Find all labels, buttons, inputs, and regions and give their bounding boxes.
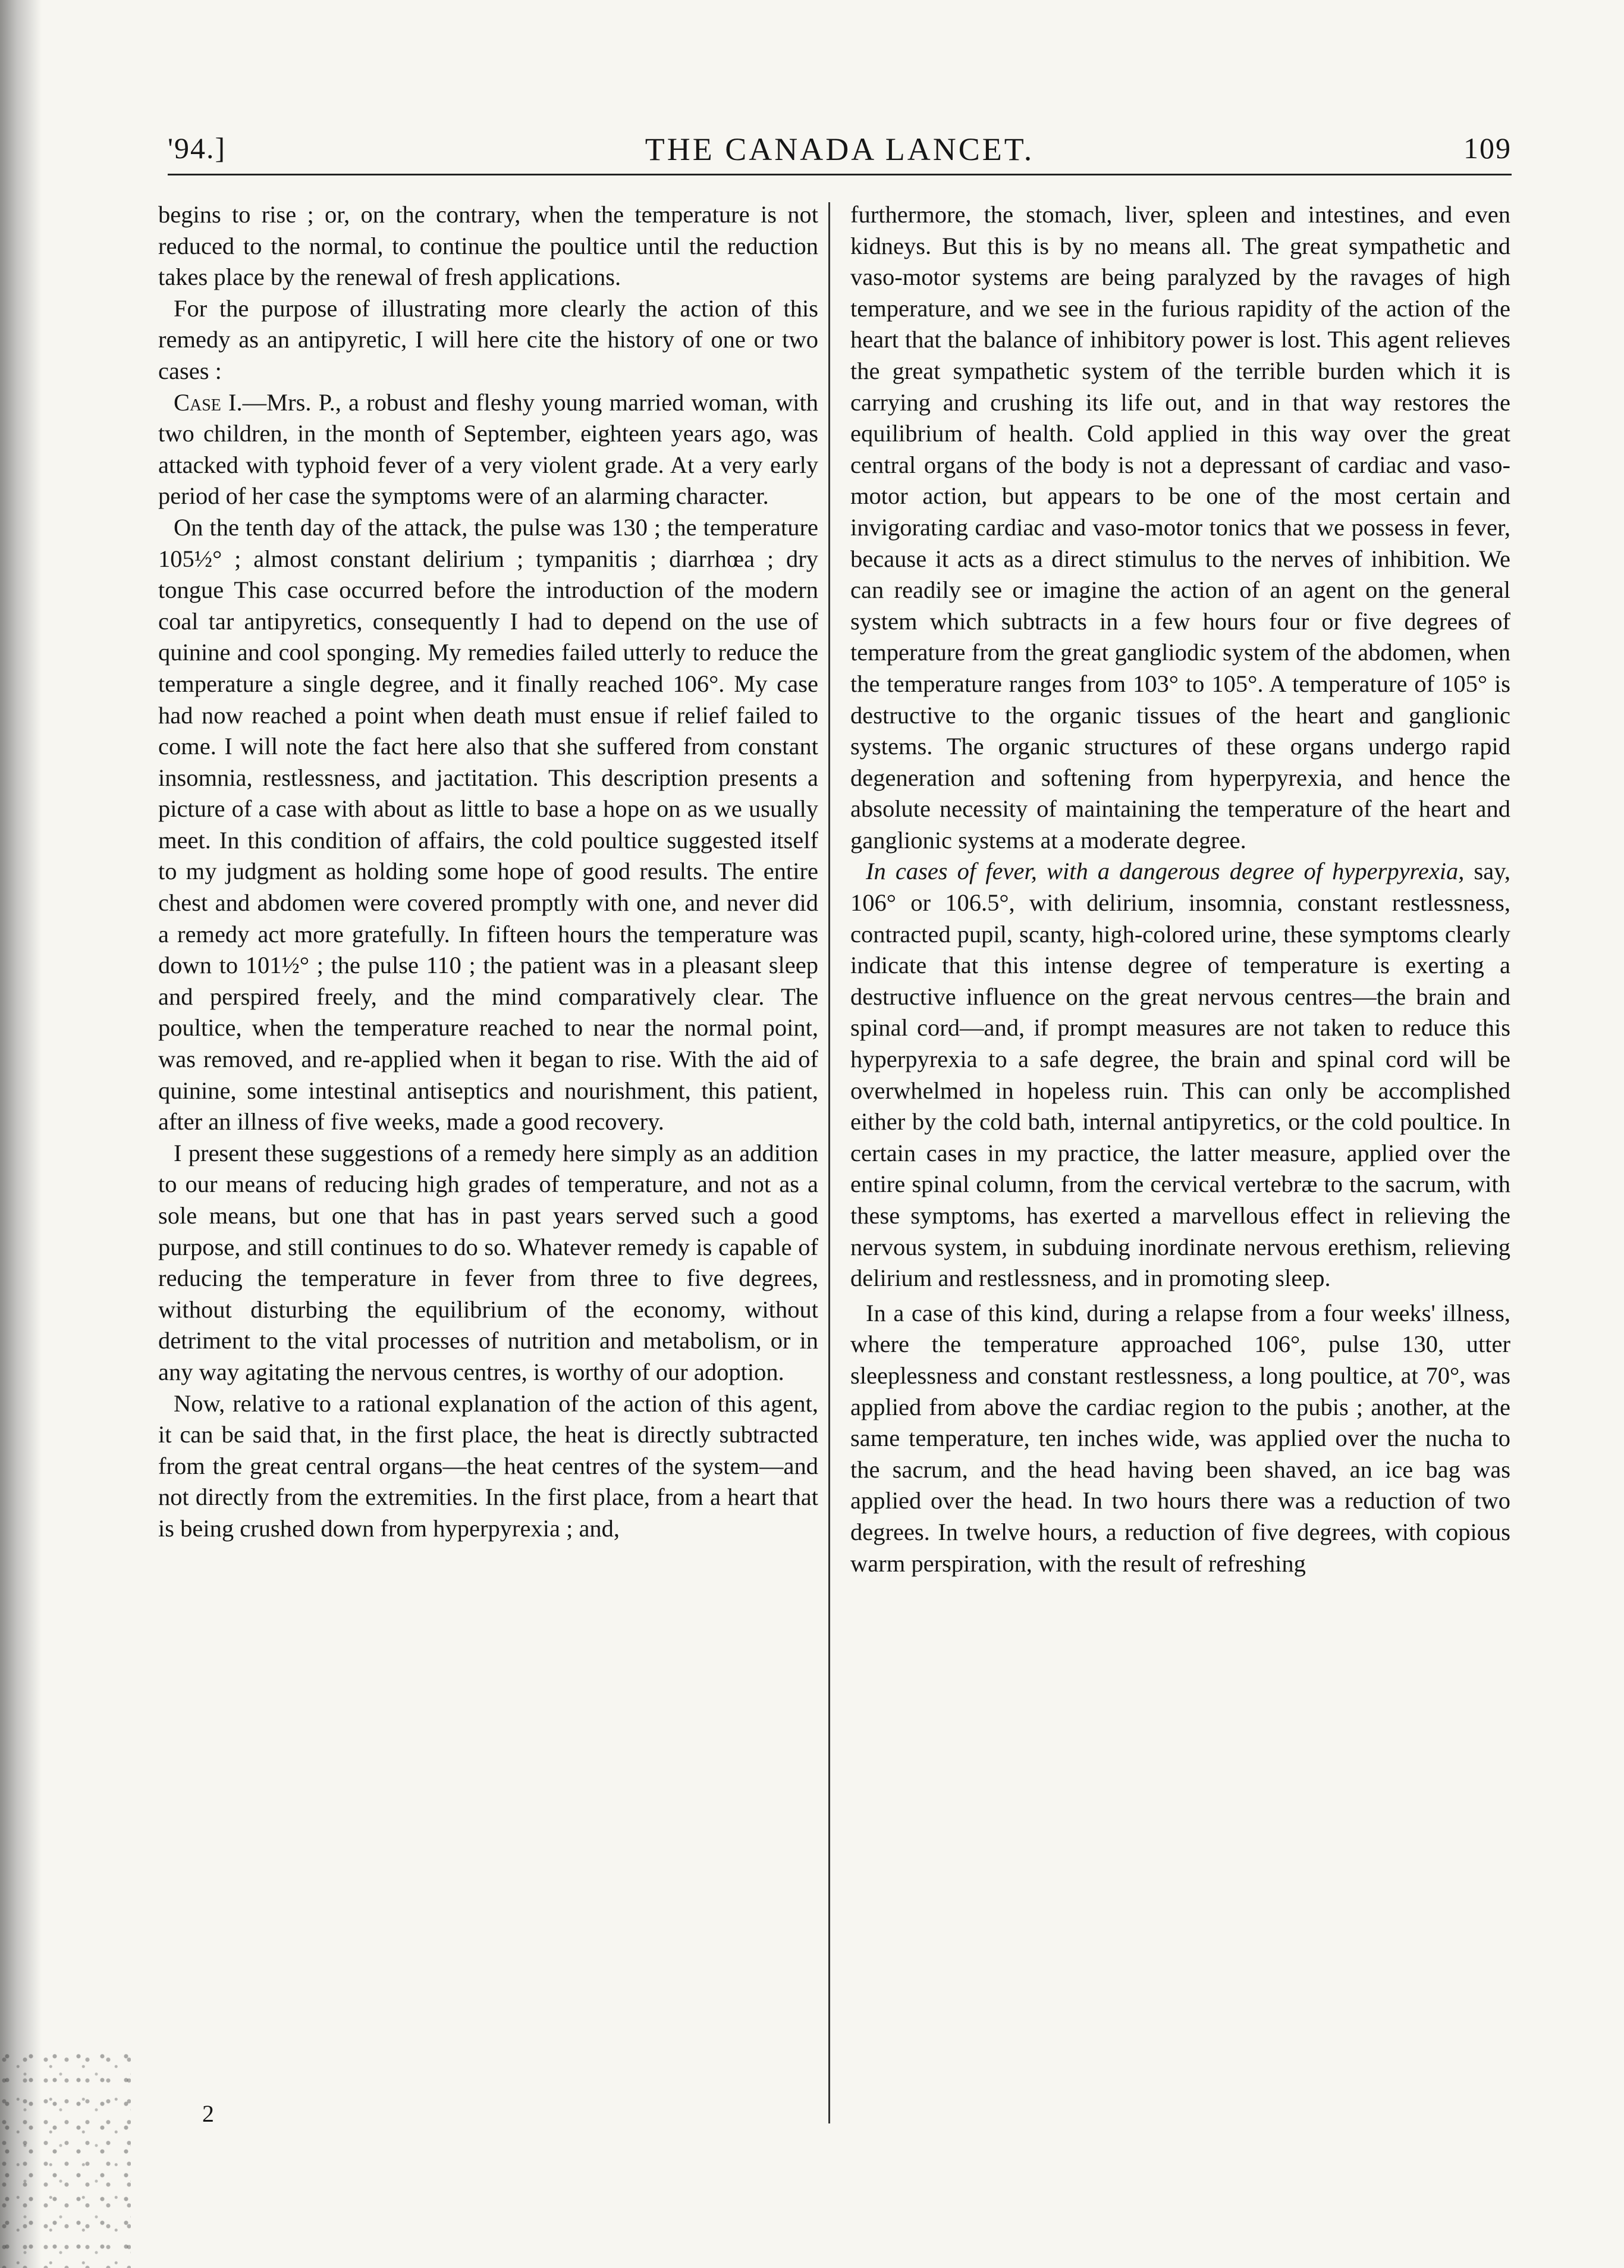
paragraph: Now, relative to a rational explanation of the action of this agent, it can be said that, in the first place, the heat is directly subtracted from the great central organs—the heat centres of the system—and not directly from the extremities. In the first place, from a heart that is being crushed down from hyperpyrexia ; and, (158, 1389, 818, 1542)
case-paragraph (158, 387, 818, 512)
paragraph: I present these suggestions of a remedy here simply as an addition to our means of reducing high grades of temperature, and not as a sole means, but one that has in past years served such a good purpose, and still continues to do so. Whatever remedy is capable of reducing the temperature in fever from three to five degrees, without disturbing the equilibrium of the economy, without detriment to the vital processes of nutrition and metabolism, or in any way agitating the nervous centres, is worthy of our adoption. (158, 1139, 818, 1385)
paragraph: furthermore, the stomach, liver, spleen and intestines, and even kidneys. But this is by no means all. The great sympathetic and vaso-motor systems are being paralyzed by the ravages of high temperature, and we see in the furious rapidity of the action of the heart that the balance of inhibitory power is lost. This agent relieves the great sympathetic system of the terrible burden which it is carrying and crushing its life out, and in that way restores the equilibrium of health. Cold applied in this way over the great central organs of the body is not a depressant of cardiac and vaso-motor action, but appears to be one of the most certain and invigorating cardiac and vaso-motor tonics that we possess in fever, because it acts as a direct stimulus to the nerves of inhibition. We can readily see or imagine the action of an agent on the general system which subtracts in a few hours four or five degrees of temperature from the great gangliodic system of the abdomen, when the temperature ranges from 103° to 105°. A temperature of 105° is destructive to the organic tissues of the heart and ganglionic systems. The organic structures of these organs undergo rapid degeneration and softening from hyperpyrexia, and hence the absolute necessity of maintaining the temperature of the heart and ganglionic systems at a moderate degree. (850, 201, 1510, 854)
paragraph: For the purpose of illustrating more clearly the action of this remedy as an antipyretic, I will here cite the history of one or two cases : (158, 294, 818, 384)
page-speckle (0, 2042, 131, 2268)
italic-lead: In cases of fever, with a dangerous degree of hyperpyrexia, (866, 858, 1465, 885)
header-rule (168, 174, 1512, 175)
binding-edge-shadow (0, 0, 42, 2268)
paragraph: begins to rise ; or, on the contrary, when the temperature is not reduced to the normal, to continue the poultice until the reduction takes place by the renewal of fresh applications. (158, 201, 818, 291)
running-header (168, 131, 1512, 184)
left-column (158, 199, 818, 1545)
paragraph-text: say, 106° or 106.5°, with delirium, insomnia, constant restlessness, contracted pupil, scanty, high-colored urine, these symptoms clearly indicate that this intense degree of temperature is exerting a destructive influence on the great nervous centres—the brain and spinal cord—and, if prompt measures are not taken to reduce this hyperpyrexia to a safe degree, the brain and spinal cord will be overwhelmed in hopeless ruin. This can only be accomplished either by the cold bath, internal antipyretics, or the cold poultice. In certain cases in my practice, the latter measure, applied over the entire spinal column, from the cervical vertebræ to the sacrum, with these symptoms, has exerted a marvellous effect in relieving the nervous system, in subduing inordinate nervous erethism, relieving delirium and restlessness, and in promoting sleep. (850, 858, 1511, 1292)
signature-mark: 2 (202, 2100, 214, 2127)
case-text: Mrs. P., a robust and fleshy young married woman, with two children, in the month of September, eighteen years ago, was attacked with typhoid fever of a very violent grade. At a very early period of her case the symptoms were of an alarming character. (158, 388, 818, 510)
paragraph: On the tenth day of the attack, the pulse was 130 ; the temperature 105½° ; almost constant delirium ; tympanitis ; diarrhœa ; dry tongue This case occurred before the introduction of the modern coal tar antipyretics, consequently I had to depend on the use of quinine and cool sponging. My remedies failed utterly to reduce the temperature a single degree, and it finally reached 106°. My case had now reached a point when death must ensue if relief failed to come. I will note the fact here also that she suffered from constant insomnia, restlessness, and jactitation. This description presents a picture of a case with about as little to base a hope on as we usually meet. In this condition of affairs, the cold poultice suggested itself to my judgment as holding some hope of good results. The entire chest and abdomen were covered promptly with one, and never did a remedy act more gratefully. In fifteen hours the temperature was down to 101½° ; the pulse 110 ; the patient was in a pleasant sleep and perspired freely, and the mind comparatively clear. The poultice, when the temperature reached to near the normal point, was removed, and re-applied when it began to rise. With the aid of quinine, some intestinal antiseptics and nourishment, this patient, after an illness of five weeks, made a good recovery. (158, 513, 818, 1135)
case-label: Case I.— (174, 388, 267, 416)
header-year: '94.] (168, 131, 227, 165)
right-column (850, 199, 1510, 1579)
column-divider (828, 202, 830, 2123)
paragraph-hyperpyrexia (850, 856, 1510, 1294)
paragraph: In a case of this kind, during a relapse from a four weeks' illness, where the temperature approached 106°, pulse 130, utter sleeplessness and constant restlessness, a long poultice, at 70°, was applied from above the cardiac region to the pubis ; another, at the same temperature, ten inches wide, was applied over the nucha to the sacrum, and the head having been shaved, an ice bag was applied over the head. In two hours there was a reduction of two degrees. In twelve hours, a reduction of five degrees, with copious warm perspiration, with the result of refreshing (850, 1299, 1510, 1577)
page-number: 109 (1463, 131, 1512, 165)
journal-title: THE CANADA LANCET. (645, 131, 1035, 167)
